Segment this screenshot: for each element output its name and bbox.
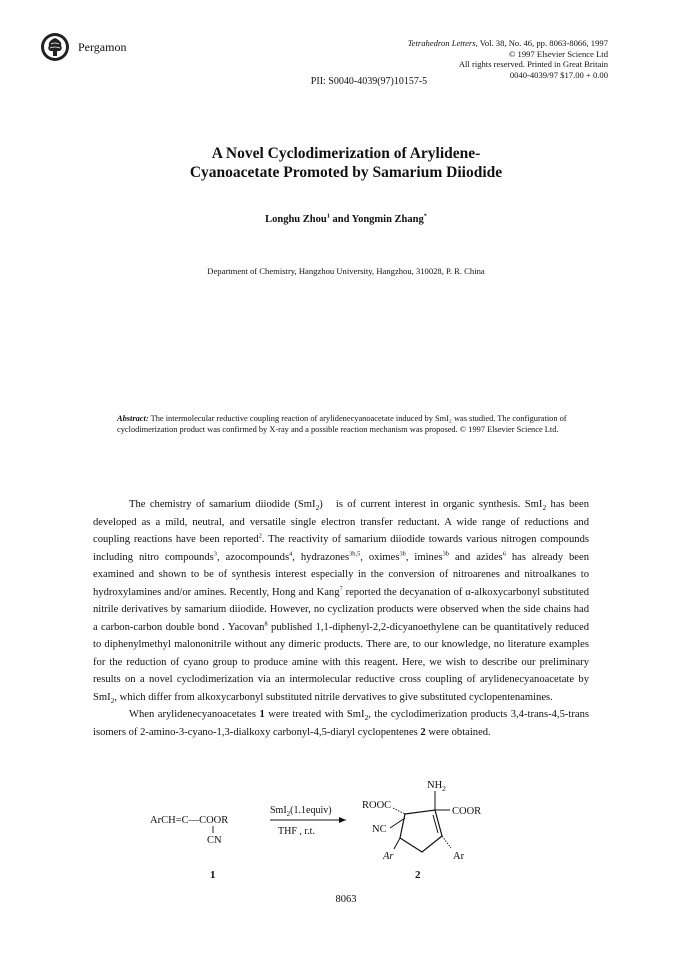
product-aryl-right: Ar — [453, 851, 465, 862]
text-span: , the cyclodimerization products 3,4-trans-4,5-trans isomers of 2-amino-3-cyano-1,3-dialkoxy carbonyl-4,5-diaryl cyclopentenes — [93, 709, 589, 738]
abstract — [117, 414, 577, 435]
subscript: 2 — [110, 695, 115, 705]
reference-mark: 8 — [264, 619, 268, 627]
text-span: , azocompounds — [216, 551, 290, 563]
text-span: has already been examined and shown to be of synthesis interest especially in the conversion of nitroarenes and nitroalkanes to hydroxylamines and/or amines. Recently, Hong and Kang — [93, 551, 589, 598]
elsevier-tree-logo-icon — [40, 32, 70, 62]
body-paragraph — [93, 496, 589, 706]
product-amine-subscript: 2 — [442, 784, 446, 793]
product-amine: NH — [427, 780, 443, 791]
reaction-arrowhead — [339, 817, 346, 823]
reference-mark: 2 — [258, 532, 262, 540]
text-span: published 1,1-diphenyl-2,2-dicyanoethylene can be quantitatively reduced to diphenylmethyl malononitrile without any dimeric products. There are, to our knowledge, no literature examples for the reduction of cyano group to produce amine with this reagent. Here, we wish to describe our preliminary results on a novel cyclodimerization via an intermolecular reductive cross coupling of arylidenecyanoacetate by SmI — [93, 621, 589, 703]
price-line: 0040-4039/97 $17.00 + 0.00 — [509, 69, 608, 80]
publisher-name: Pergamon — [78, 39, 127, 54]
reagent-bottom: THF , r.t. — [278, 826, 315, 837]
paper-title — [0, 144, 692, 182]
aryl-bond-left — [394, 838, 400, 849]
title-line-2: Cyanoacetate Promoted by Samarium Diiodide — [189, 164, 503, 181]
abstract-label: Abstract: — [117, 414, 149, 423]
text-span: , oximes — [360, 551, 400, 563]
product-aryl-left: Ar — [383, 851, 394, 862]
author-footnote-mark: 1 — [326, 212, 330, 220]
text-span: and azides — [449, 551, 503, 563]
rights-line: All rights reserved. Printed in Great Britain — [458, 59, 608, 70]
reference-mark: 3b — [442, 549, 450, 557]
compound-label-product: 2 — [415, 869, 421, 881]
author-name: Longhu Zhou — [265, 214, 327, 225]
abstract-text: The intermolecular reductive coupling reaction of arylidenecyanoacetate induced by SmI₂ was studied. The configuration of cyclodimerization product was confirmed by X-ray and a possible reaction mechanism was proposed. © 1997 Elsevier Science Ltd. — [117, 414, 567, 434]
ester-hashed-bond — [393, 808, 405, 814]
reactant-cyano: CN — [207, 835, 222, 846]
compound-number: 2 — [420, 726, 426, 738]
copyright-line: © 1997 Elsevier Science Ltd — [508, 48, 608, 59]
product-ester-left: ROOC — [362, 800, 392, 811]
author-name: Yongmin Zhang — [351, 214, 424, 225]
citation-line — [408, 38, 608, 49]
svg-text:NH2 — [427, 780, 446, 793]
text-span: , hydrazones — [292, 551, 350, 563]
page-number: 8063 — [335, 894, 357, 905]
text-span: When arylidenecyanoacetates — [129, 709, 260, 720]
svg-text:SmI2(1.1equiv) — [270, 805, 332, 818]
journal-citation — [408, 38, 608, 80]
reference-mark: 7 — [339, 584, 343, 592]
subscript: 2 — [364, 713, 369, 723]
reference-mark: 4 — [289, 549, 293, 557]
text-span: , which differ from alkoxycarbonyl substituted nitrile dervatives to give substituted cyclopentenamines. — [114, 691, 553, 703]
affiliation: Department of Chemistry, Hangzhou University, Hangzhou, 310028, P. R. China — [207, 266, 485, 276]
body-paragraph — [93, 706, 589, 741]
subscript: 2 — [542, 503, 547, 513]
aryl-hashed-bond-right — [442, 836, 451, 848]
compound-label-reactant: 1 — [210, 869, 216, 881]
author-joiner: and — [329, 214, 352, 225]
pii-code: PII: S0040-4039(97)10157-5 — [310, 76, 428, 87]
product-ester-right: COOR — [452, 806, 482, 817]
reaction-scheme-drawing — [150, 780, 570, 881]
reference-mark: 6 — [502, 549, 506, 557]
reference-mark: 3b — [399, 549, 406, 557]
text-span: . The reactivity of samarium diiodide towards various nitrogen compounds including nitro compounds — [93, 534, 589, 563]
volume-info: , Vol. 38, No. 46, pp. 8063-8066, 1997 — [475, 38, 608, 48]
reagent-top-end: (1.1equiv) — [290, 805, 332, 816]
text-span: reported the decyanation of α-alkoxycarbonyl substituted nitrile derivatives by samarium diiodide. However, no cyclization products were observed when the side chains had a carbon-carbon double bond . Yacovan — [93, 586, 589, 633]
text-span: The chemistry of samarium diiodide (SmI — [129, 499, 316, 510]
product-cyano: NC — [372, 824, 387, 835]
cyclopentene-ring — [400, 810, 442, 852]
text-span: ) is of current interest in organic synthesis. SmI — [319, 499, 543, 510]
text-span: were obtained. — [425, 726, 491, 738]
author-list — [0, 214, 692, 225]
text-span: has been developed as a mild, neutral, and versatile single electron transfer reductant. A wide range of reductions and coupling reactions have been reported — [93, 499, 589, 545]
text-span: , imines — [405, 551, 443, 563]
corresponding-author-mark: * — [423, 212, 427, 220]
reaction-scheme — [150, 780, 570, 881]
text-span: were treated with SmI — [264, 709, 365, 720]
subscript: 2 — [315, 503, 320, 513]
body-text — [93, 496, 589, 741]
reference-mark: 3 — [213, 549, 217, 557]
publisher-block — [40, 32, 126, 62]
reagent-top: SmI — [270, 805, 287, 816]
pii-line — [0, 76, 692, 87]
reference-mark: 3b,5 — [349, 549, 361, 557]
journal-name: Tetrahedron Letters — [407, 38, 476, 48]
compound-number: 1 — [259, 709, 265, 720]
reactant-formula: ArCH=C—COOR — [150, 815, 229, 826]
title-line-1: A Novel Cyclodimerization of Arylidene- — [211, 145, 481, 162]
reagent-subscript: 2 — [286, 810, 291, 818]
